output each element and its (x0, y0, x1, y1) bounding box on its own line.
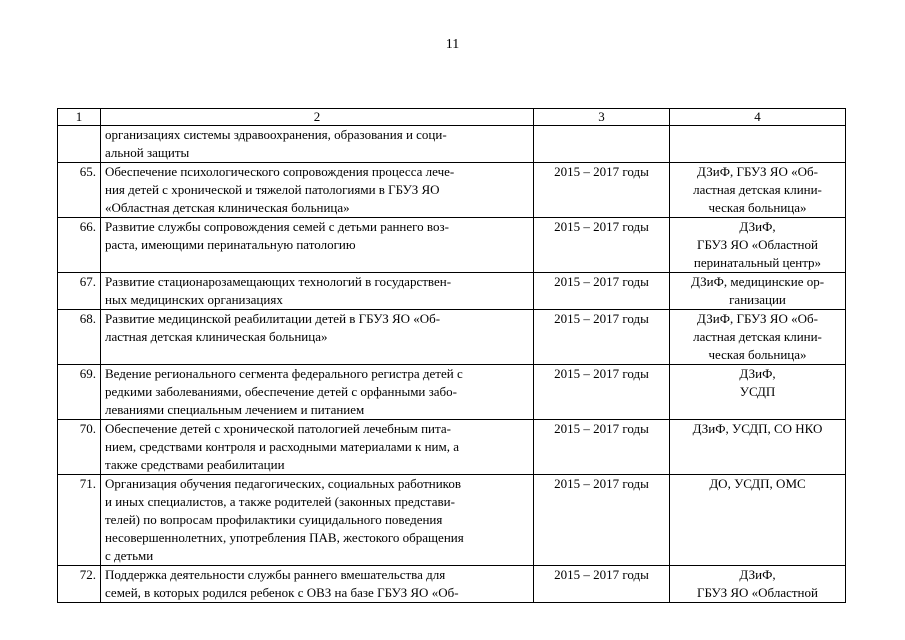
item-period: 2015 – 2017 годы (534, 475, 670, 566)
item-number: 65. (58, 163, 101, 218)
item-responsible (670, 126, 846, 163)
item-description: Обеспечение детей с хронической патологией лечебным пита- нием, средствами контроля и расходными материалами к ним, а также средствами реабилитации (101, 420, 534, 475)
item-period: 2015 – 2017 годы (534, 273, 670, 310)
table-row (58, 365, 846, 420)
item-responsible: ДО, УСДП, ОМС (670, 475, 846, 566)
measures-table (57, 108, 846, 603)
header-cell-3: 3 (534, 109, 670, 126)
table-header-row (58, 109, 846, 126)
item-number: 69. (58, 365, 101, 420)
item-period: 2015 – 2017 годы (534, 365, 670, 420)
item-description: Развитие медицинской реабилитации детей в ГБУЗ ЯО «Об- ластная детская клиническая больница» (101, 310, 534, 365)
item-description: Обеспечение психологического сопровождения процесса лече- ния детей с хронической и тяжелой патологиями в ГБУЗ ЯО «Областная детская клиническая больница» (101, 163, 534, 218)
page-number: 11 (445, 37, 460, 52)
table-row (58, 310, 846, 365)
table-row (58, 163, 846, 218)
item-period: 2015 – 2017 годы (534, 310, 670, 365)
item-number: 68. (58, 310, 101, 365)
item-responsible: ДЗиФ, ГБУЗ ЯО «Об- ластная детская клини- ческая больница» (670, 310, 846, 365)
table-row (58, 420, 846, 475)
item-responsible: ДЗиФ, ГБУЗ ЯО «Областной перинатальный центр» (670, 218, 846, 273)
item-responsible: ДЗиФ, ГБУЗ ЯО «Областной (670, 566, 846, 603)
item-period: 2015 – 2017 годы (534, 420, 670, 475)
table-row (58, 218, 846, 273)
item-description: Развитие службы сопровождения семей с детьми раннего воз- раста, имеющими перинатальную патологию (101, 218, 534, 273)
item-number: 66. (58, 218, 101, 273)
item-number: 67. (58, 273, 101, 310)
item-description: Организация обучения педагогических, социальных работников и иных специалистов, а также родителей (законных представи- телей) по вопросам профилактики суицидального поведения несовершеннолетних, употребления ПАВ, жестокого обращения с детьми (101, 475, 534, 566)
item-number: 70. (58, 420, 101, 475)
table-row-continuation (58, 126, 846, 163)
item-description: организациях системы здравоохранения, образования и соци- альной защиты (101, 126, 534, 163)
item-responsible: ДЗиФ, УСДП, СО НКО (670, 420, 846, 475)
item-number: 72. (58, 566, 101, 603)
header-cell-2: 2 (101, 109, 534, 126)
table-row (58, 566, 846, 603)
item-description: Развитие стационарозамещающих технологий в государствен- ных медицинских организациях (101, 273, 534, 310)
header-cell-4: 4 (670, 109, 846, 126)
item-number (58, 126, 101, 163)
item-period: 2015 – 2017 годы (534, 163, 670, 218)
header-cell-1: 1 (58, 109, 101, 126)
item-description: Поддержка деятельности службы раннего вмешательства для семей, в которых родился ребенок с ОВЗ на базе ГБУЗ ЯО «Об- (101, 566, 534, 603)
item-period: 2015 – 2017 годы (534, 218, 670, 273)
item-responsible: ДЗиФ, УСДП (670, 365, 846, 420)
item-responsible: ДЗиФ, ГБУЗ ЯО «Об- ластная детская клини- ческая больница» (670, 163, 846, 218)
table-row (58, 475, 846, 566)
table-row (58, 273, 846, 310)
item-description: Ведение регионального сегмента федерального регистра детей с редкими заболеваниями, обеспечение детей с орфанными забо- леваниями специальным лечением и питанием (101, 365, 534, 420)
item-period: 2015 – 2017 годы (534, 566, 670, 603)
item-responsible: ДЗиФ, медицинские ор- ганизации (670, 273, 846, 310)
item-period (534, 126, 670, 163)
item-number: 71. (58, 475, 101, 566)
